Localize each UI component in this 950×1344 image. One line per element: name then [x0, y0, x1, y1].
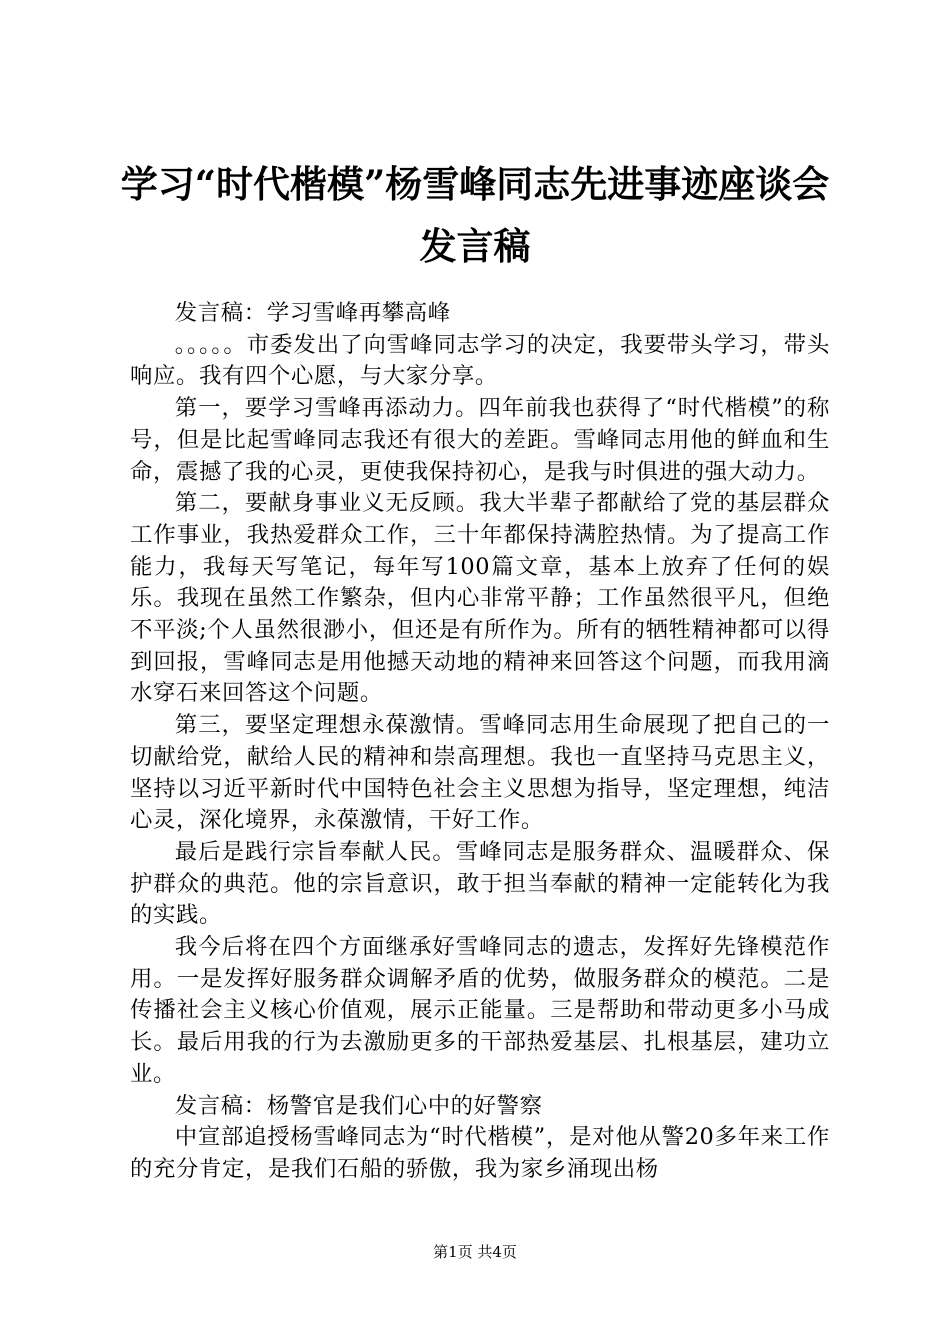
body-paragraph: 第二，要献身事业义无反顾。我大半辈子都献给了党的基层群众工作事业，我热爱群众工作，三十年都保持满腔热情。为了提高工作能力，我每天写笔记，每年写100篇文章，基本上放弃了任何的娱乐。我现在虽然工作繁杂，但内心非常平静；工作虽然很平凡，但绝不平淡;个人虽然很渺小，但还是有所作为。所有的牺牲精神都可以得到回报，雪峰同志是用他撼天动地的精神来回答这个问题，而我用滴水穿石来回答这个问题。 — [130, 490, 830, 707]
document-title-line-2: 发言稿 — [419, 224, 531, 268]
body-paragraph: 第一，要学习雪峰再添动力。四年前我也获得了“时代楷模”的称号，但是比起雪峰同志我还有很大的差距。雪峰同志用他的鲜血和生命，震撼了我的心灵，更使我保持初心，是我与时俱进的强大动力。 — [130, 395, 830, 485]
body-paragraph: 第三，要坚定理想永葆激情。雪峰同志用生命展现了把自己的一切献给党，献给人民的精神和崇高理想。我也一直坚持马克思主义，坚持以习近平新时代中国特色社会主义思想为指导，坚定理想，纯洁心灵，深化境界，永葆激情，干好工作。 — [130, 712, 830, 834]
section-heading-2: 发言稿：杨警官是我们心中的好警察 — [174, 1092, 543, 1119]
section-heading-1: 发言稿：学习雪峰再攀高峰 — [174, 300, 451, 326]
body-paragraph: 我今后将在四个方面继承好雪峰同志的遗志，发挥好先锋模范作用。一是发挥好服务群众调解矛盾的优势，做服务群众的模范。二是传播社会主义核心价值观，展示正能量。三是帮助和带动更多小马成长。最后用我的行为去激励更多的干部热爱基层、扎根基层，建功立业。 — [130, 934, 830, 1087]
document-title-line-1: 学习“时代楷模”杨雪峰同志先进事迹座谈会 — [120, 162, 830, 206]
body-paragraph: 中宣部追授杨雪峰同志为“时代楷模”，是对他从警20多年来工作的充分肯定，是我们石船的骄傲，我为家乡涌现出杨 — [130, 1124, 830, 1182]
body-paragraph: 最后是践行宗旨奉献人民。雪峰同志是服务群众、温暖群众、保护群众的典范。他的宗旨意识，敢于担当奉献的精神一定能转化为我的实践。 — [130, 838, 830, 929]
page-number-footer: 第1页 共4页 — [433, 1243, 517, 1261]
document-body — [130, 298, 830, 1186]
body-paragraph: 。。。。。市委发出了向雪峰同志学习的决定，我要带头学习，带头响应。我有四个心愿，与大家分享。 — [130, 331, 830, 390]
